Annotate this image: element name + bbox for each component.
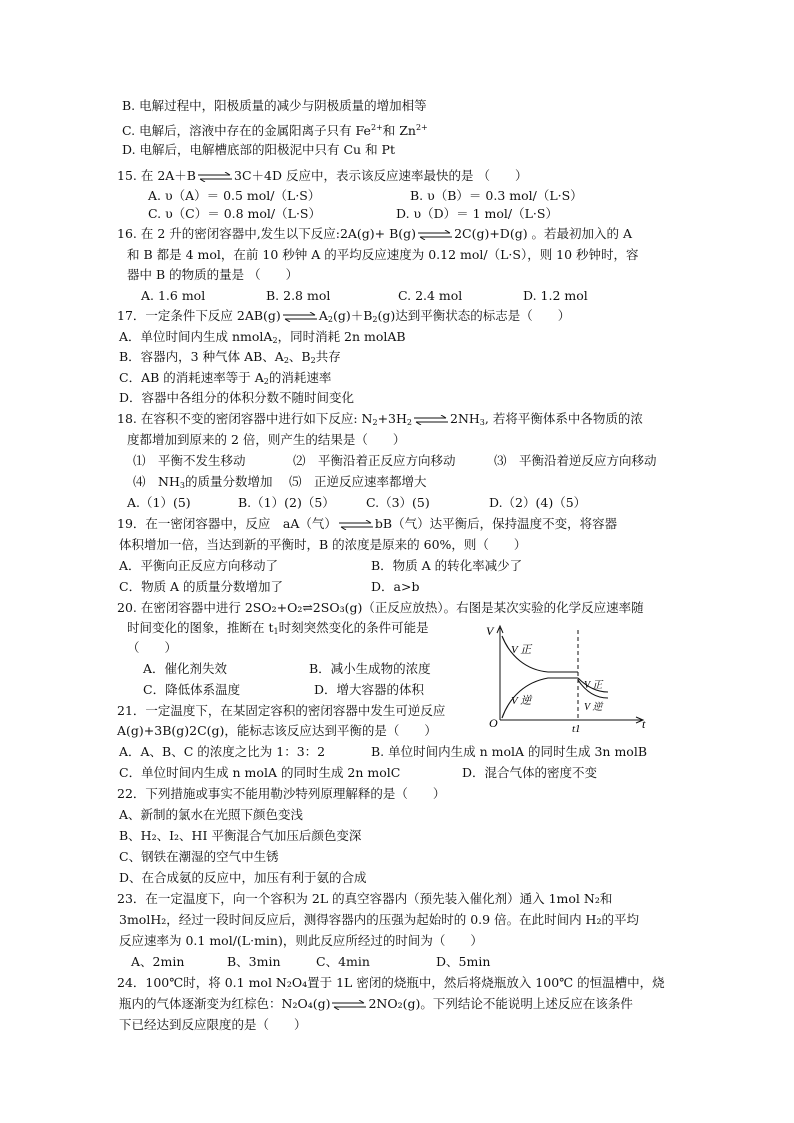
q17-stem <box>117 307 570 328</box>
q19-option-a: A．平衡向正反应方向移动了 <box>119 558 279 573</box>
q17-stem-b: A <box>318 308 328 323</box>
q17-c-text2: 的消耗速率 <box>268 370 332 385</box>
q18-stem-line2: 度都增加到原来的 2 倍，则产生的结果是（ ） <box>127 432 406 447</box>
subscript-2: 2 <box>272 336 278 345</box>
subscript-2: 2 <box>406 418 412 427</box>
equilibrium-arrow-icon <box>283 312 317 322</box>
q18-option-d: D.（2）(4)（5） <box>489 495 587 510</box>
q14-c-text: C. 电解后，溶液中存在的金属阳离子只有 Fe <box>122 123 371 138</box>
q14-c-text-mid: 和 Zn <box>382 123 416 138</box>
q18-option-c: C.（3）(5) <box>366 495 430 510</box>
q20-option-d: D．增大容器的体积 <box>314 682 425 697</box>
q23-option-d: D、5min <box>436 954 491 969</box>
q21-option-b: B. 单位时间内生成 n molA 的同时生成 3n molB <box>371 744 648 759</box>
q18-stem-line1 <box>117 410 643 431</box>
subscript-1: 1 <box>273 627 279 636</box>
q20-stem-line1: 20. 在密闭容器中进行 2SO₂+O₂⇌2SO₃(g)（正反应放热）。右图是某次实验的化学反应速率随 <box>117 600 644 615</box>
graph-origin-label: O <box>489 716 498 730</box>
q14-option-d: D. 电解后，电解槽底部的阳极泥中只有 Cu 和 Pt <box>122 142 395 157</box>
graph-v-zheng-label: V 正 <box>511 644 532 656</box>
q20-l2a: 时间变化的图象，推断在 t <box>127 620 274 635</box>
graph-t-label: t <box>642 717 646 731</box>
q21-stem-line2: A(g)+3B(g)2C(g)，能标志该反应达到平衡的是（ ） <box>117 723 437 738</box>
q18-opt3: ⑶ 平衡沿着逆反应方向移动 <box>494 453 657 468</box>
q16-l1a: 16. 在 2 升的密闭容器中,发生以下反应:2A(g)+ B(g) <box>117 226 417 241</box>
q18-l1c: 2NH <box>450 411 480 426</box>
q21-option-c: C．单位时间内生成 n molA 的同时生成 2n molC <box>119 765 401 780</box>
q18-opt1: ⑴ 平衡不发生移动 <box>133 453 246 468</box>
subscript-2: 2 <box>283 356 289 365</box>
q24-stem-line1: 24．100℃时，将 0.1 mol N₂O₄置于 1L 密闭的烧瓶中，然后将烧瓶放入 100℃ 的恒温槽中，烧 <box>117 975 665 990</box>
q17-option-b <box>119 348 341 369</box>
q18-o4a: ⑷ NH <box>133 474 180 489</box>
q18-l1d: , 若将平衡体系中各物质的浓 <box>484 411 643 426</box>
q20-option-a: A．催化剂失效 <box>143 661 228 676</box>
q15-option-a: A. υ（A）＝ 0.5 mol/（L·S） <box>148 188 321 203</box>
q21-option-a: A．A、B、C 的浓度之比为 1：3：2 <box>119 744 326 759</box>
graph-v-zheng2-label: V 正 <box>584 680 603 691</box>
q18-opt2: ⑵ 平衡沿着正反应方向移动 <box>293 453 456 468</box>
q18-option-a: A.（1）(5) <box>127 495 191 510</box>
subscript-2: 2 <box>372 418 378 427</box>
q23-stem-line3: 反应速率为 0.1 mol/(L·min)，则此反应所经过的时间为（ ） <box>119 933 483 948</box>
graph-v-label: V <box>486 624 494 638</box>
q18-opt4 <box>133 473 272 494</box>
q16-stem-line1 <box>117 225 632 242</box>
q19-stem-line1 <box>117 515 617 532</box>
q19-stem-line2: 体积增加一倍，当达到新的平衡时，B 的浓度是原来的 60%，则（ ） <box>119 537 527 552</box>
q16-option-b: B. 2.8 mol <box>266 288 331 303</box>
q18-o4b: 的质量分数增加 <box>184 474 273 489</box>
q22-option-d: D、在合成氨的反应中，加压有利于氨的合成 <box>119 870 367 885</box>
q14-c-charge-zn: 2+ <box>415 123 428 132</box>
subscript-2: 2 <box>372 315 378 324</box>
q22-option-c: C、钢铁在潮湿的空气中生锈 <box>119 849 279 864</box>
subscript-2: 2 <box>327 315 333 324</box>
equilibrium-arrow-icon <box>332 1000 366 1010</box>
q19-l1a: 19．在一密闭容器中，反应 aA（气） <box>117 516 337 531</box>
q15-stem-b: 3C＋4D 反应中，表示该反应速率最快的是 （ ） <box>234 168 528 183</box>
q23-stem-line2: 3molH₂，经过一段时间反应后，测得容器内的压强为起始时的 0.9 倍。在此时间内 H₂的平均 <box>119 912 639 927</box>
q15-option-b: B. υ（B）＝ 0.3 mol/（L·S） <box>410 188 583 203</box>
q22-option-b: B、H₂、I₂、HI 平衡混合气加压后颜色变深 <box>119 828 362 843</box>
q20-stem-line3: （ ） <box>127 640 178 655</box>
q17-b-text: B．容器内，3 种气体 AB、A <box>119 349 284 364</box>
graph-v-ni2-label: V 逆 <box>584 702 603 713</box>
q24-l2a: 瓶内的气体逐渐变为红棕色：N₂O₄(g) <box>119 996 331 1011</box>
q20-option-c: C．降低体系温度 <box>143 682 241 697</box>
equilibrium-arrow-icon <box>418 230 452 240</box>
q23-option-b: B、3min <box>227 954 281 969</box>
q16-stem-line2: 和 B 都是 4 mol，在前 10 秒钟 A 的平均反应速度为 0.12 mol/（L·S），则 10 秒钟时，容 <box>127 247 639 262</box>
subscript-2: 2 <box>310 356 316 365</box>
q18-l1a: 18. 在容积不变的密闭容器中进行如下反应: N <box>117 411 373 426</box>
rate-time-graph <box>486 620 656 735</box>
q16-option-a: A. 1.6 mol <box>141 288 206 303</box>
q18-l1b: +3H <box>377 411 407 426</box>
q17-a-text2: ，同时消耗 2n molAB <box>277 329 406 344</box>
q23-option-c: C、4min <box>316 954 370 969</box>
q19-l1b: bB（气）达平衡后，保持温度不变，将容器 <box>374 516 618 531</box>
q17-option-d: D．容器中各组分的体积分数不随时间变化 <box>119 390 355 405</box>
q15-option-d: D. υ（D）＝ 1 mol/（L·S） <box>396 206 558 221</box>
q23-option-a: A、2min <box>131 954 185 969</box>
graph-t1-label: t1 <box>572 723 581 735</box>
q16-l1b: 2C(g)+D(g) 。若最初加入的 A <box>454 226 633 241</box>
equilibrium-arrow-icon <box>198 172 232 182</box>
q20-l2b: 时刻突然变化的条件可能是 <box>278 620 429 635</box>
q24-stem-line2 <box>119 995 633 1012</box>
q18-option-b: B.（1）(2)（5） <box>238 495 335 510</box>
q15-option-c: C. υ（C）＝ 0.8 mol/（L·S） <box>148 206 321 221</box>
q23-stem-line1: 23．在一定温度下，向一个容积为 2L 的真空容器内（预先装入催化剂）通入 1mol N₂和 <box>117 891 613 906</box>
q16-option-d: D. 1.2 mol <box>523 288 588 303</box>
q22-stem: 22．下列措施或事实不能用勒沙特列原理解释的是（ ） <box>117 786 446 801</box>
q24-stem-line3: 下已经达到反应限度的是（ ） <box>119 1017 307 1032</box>
q17-b-text2: 、B <box>288 349 311 364</box>
subscript-3: 3 <box>479 418 485 427</box>
q16-option-c: C. 2.4 mol <box>398 288 463 303</box>
q20-stem-line2 <box>127 619 429 640</box>
q16-stem-line3: 器中 B 的物质的量是 （ ） <box>127 267 299 282</box>
q17-a-text: A．单位时间内生成 nmolA <box>119 329 273 344</box>
q14-option-b: B. 电解过程中，阳极质量的减少与阴极质量的增加相等 <box>122 98 427 113</box>
q15-stem-a: 15. 在 2A＋B <box>117 168 196 183</box>
q14-c-charge-fe: 2+ <box>370 123 383 132</box>
q22-option-a: A、新制的氯水在光照下颜色变浅 <box>119 807 304 822</box>
q19-option-d: D．a>b <box>371 579 420 594</box>
q21-option-d: D．混合气体的密度不变 <box>462 765 598 780</box>
q21-stem-line1: 21．一定温度下，在某固定容积的密闭容器中发生可逆反应 <box>117 703 446 718</box>
equilibrium-arrow-icon <box>339 520 373 530</box>
q17-c-text: C．AB 的消耗速率等于 A <box>119 370 264 385</box>
q17-stem-a: 17．一定条件下反应 2AB(g) <box>117 308 281 323</box>
q17-stem-d: (g)达到平衡状态的标志是（ ） <box>377 308 571 323</box>
q15-stem <box>117 167 527 184</box>
q19-option-c: C．物质 A 的质量分数增加了 <box>119 579 284 594</box>
subscript-3: 3 <box>179 481 185 490</box>
q24-l2b: 2NO₂(g)。下列结论不能说明上述反应在该条件 <box>368 996 633 1011</box>
q17-stem-c: (g)＋B <box>332 308 373 323</box>
q14-option-c <box>122 119 428 139</box>
q17-option-c <box>119 369 331 390</box>
q18-opt5: ⑸ 正逆反应速率都增大 <box>289 474 427 489</box>
graph-v-ni-label: V 逆 <box>511 695 532 707</box>
q17-option-a <box>119 328 406 349</box>
equilibrium-arrow-icon <box>414 415 448 425</box>
q20-option-b: B．减小生成物的浓度 <box>309 661 431 676</box>
q17-b-text3: 共存 <box>315 349 341 364</box>
subscript-2: 2 <box>263 377 269 386</box>
q19-option-b: B．物质 A 的转化率减少了 <box>371 558 523 573</box>
